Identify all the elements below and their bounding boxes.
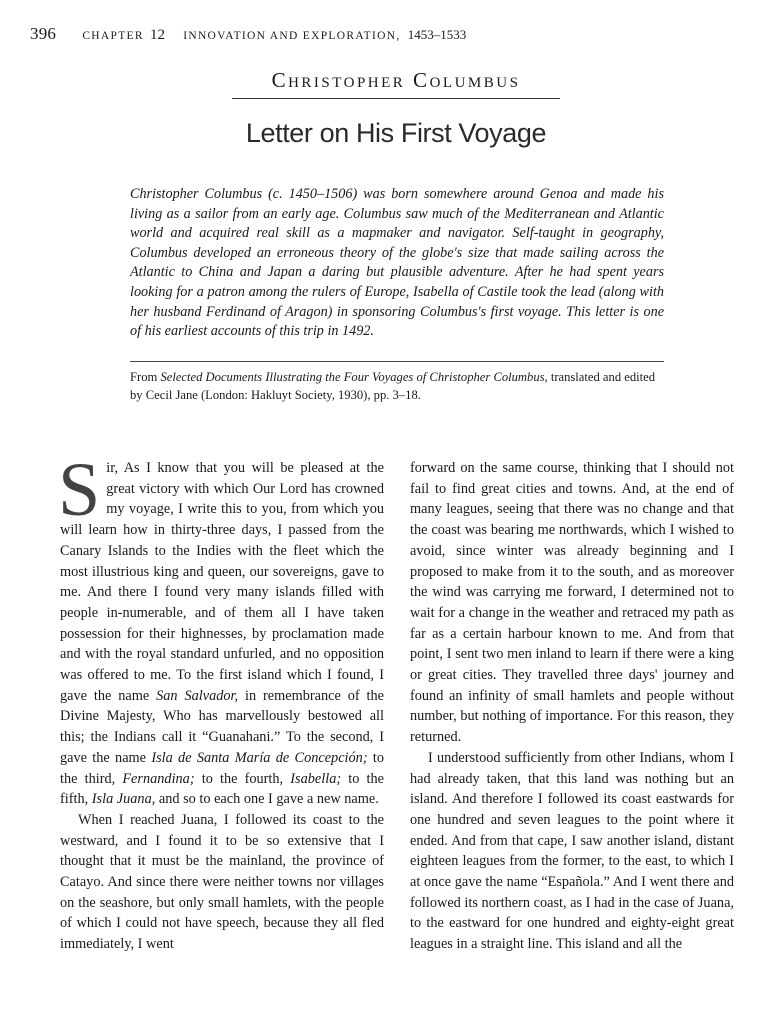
chapter-label: CHAPTER 12 — [82, 27, 165, 43]
featured-name: Christopher Columbus — [232, 68, 560, 99]
body-column-right — [410, 458, 734, 955]
source-citation: From Selected Documents Illustrating the Four Voyages of Christopher Columbus, translated and edited by Cecil Jane (London: Hakluyt Society, 1930), pp. 3–18. — [130, 370, 656, 402]
chapter-number: 12 — [150, 27, 165, 43]
body-paragraph: forward on the same course, thinking that I should not fail to find great cities and towns. And, at the end of many leagues, seeing that there was no change and that the coast was bearing me northwards, which I wished to avoid, since winter was already beginning and I proposed to make from it to the south, and as moreover the wind was carrying me forward, I determined not to wait for a change in the weather and retraced my path as far as a certain harbour known to me. And from that point, I sent two men inland to learn if there were a king or great cities. They travelled three days' journey and found an infinity of small hamlets and people without number, but nothing of importance. For this reason, they returned. — [410, 460, 734, 746]
divider-rule — [130, 361, 664, 362]
page-number: 396 — [30, 24, 57, 43]
chapter-title: INNOVATION AND EXPLORATION, — [183, 30, 401, 42]
chapter-years: 1453–1533 — [407, 27, 467, 42]
body-column-left — [58, 448, 384, 955]
body-paragraph: I understood sufficiently from other Indians, whom I had already taken, that this land was nothing but an island. And therefore I followed its coast eastwards for one hundred and seven leagues to the point where it ended. And from that cape, I saw another island, distant eighteen leagues from the former, to the east, to which I at once gave the name “Española.” And I went there and followed its northern coast, as I had in the case of Juana, to the eastward for one hundred and eighty-eight great leagues in a straight line. This island and all the — [410, 749, 734, 953]
body-paragraph: When I reached Juana, I followed its coast to the westward, and I found it to be so extensive that I thought that it must be the mainland, the province of Catayo. And since there were neither towns nor villages on the seashore, but only small hamlets, with the people of which I could not have speech, because they all fled immediately, I went — [60, 811, 384, 953]
intro-paragraph: Christopher Columbus (c. 1450–1506) was born somewhere around Genoa and made his living as a sailor from an early age. Columbus saw much of the Mediterranean and Atlantic world and acquired real skill as a mapmaker and navigator. Self-taught in geography, Columbus developed an erroneous theory of the globe's size that made sailing across the Atlantic to China and Japan a daring but plausible adventure. After he had spent years looking for a patron among the rulers of Europe, Isabella of Castile took the lead (along with her husband Ferdinand of Aragon) in sponsoring Columbus's first voyage. This letter is one of his earliest accounts of this trip in 1492. — [130, 186, 664, 340]
document-title: Letter on His First Voyage — [245, 118, 547, 148]
drop-cap: S — [58, 448, 101, 532]
body-paragraph: Sir, As I know that you will be pleased at the great victory with which Our Lord has crowned my voyage, I write this to you, from which you will learn how in thirty-three days, I passed from the Canary Islands to the Indies with the fleet which the most illustrious king and queen, our sovereigns, gave to me. And there I found very many islands filled with people in-numerable, and of them all I have taken possession for their highnesses, by proclamation made and with the royal standard unfurled, and no opposition was offered to me. To the first island which I found, I gave the name San Salvador, in remembrance of the Divine Majesty, Who has marvellously bestowed all this; the Indians call it “Guanahani.” To the second, I gave the name Isla de Santa María de Concepción; to the third, Fernandina; to the fourth, Isabella; to the fifth, Isla Juana, and so to each one I gave a new name. — [58, 448, 384, 808]
source-book-title: Selected Documents Illustrating the Four Voyages of Christopher Columbus — [160, 370, 545, 384]
running-header — [30, 24, 730, 44]
